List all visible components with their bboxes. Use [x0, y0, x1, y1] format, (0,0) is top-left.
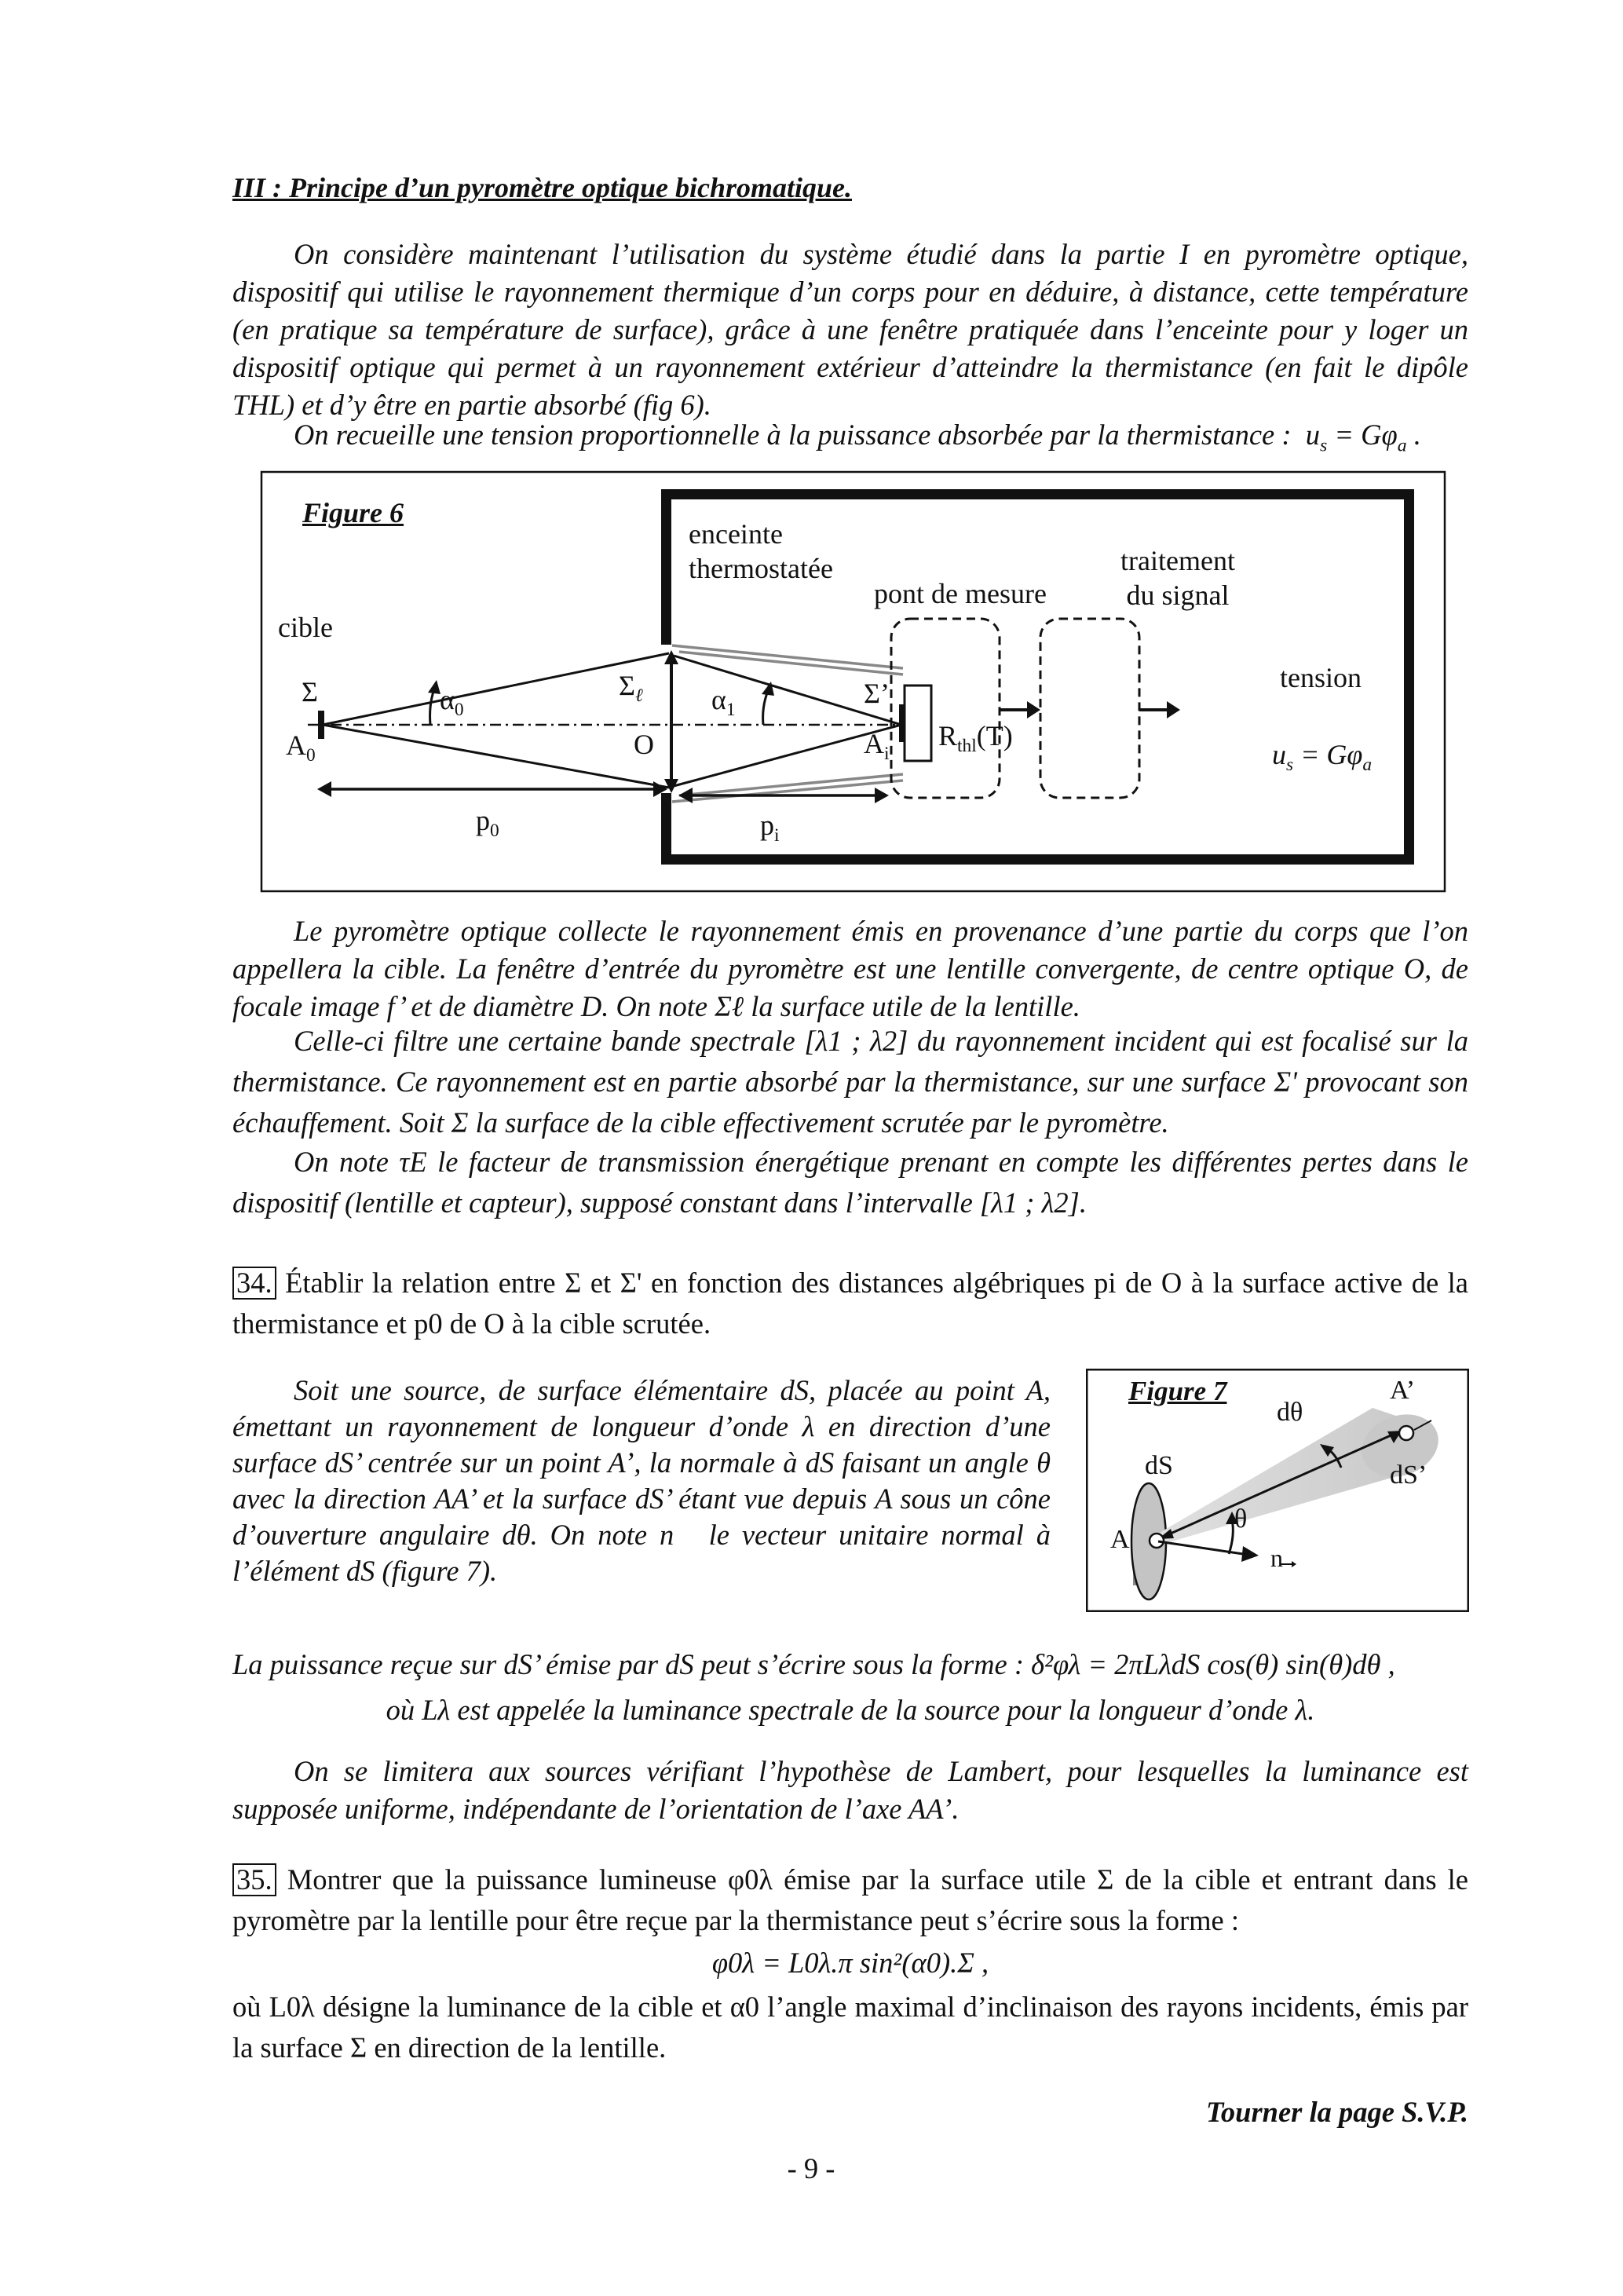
ds-label: dS — [1145, 1451, 1173, 1480]
p0-label — [476, 804, 499, 842]
intro-paragraph: On considère maintenant l’utilisation du système étudié dans la partie I en pyromètre optique, dispositif qui utilise le rayonnement thermique d’un corps pour en déduire, à distance, cette température (en pratique sa température de surface), grâce à une fenêtre pratiquée dans l’enceinte pour y loger un dispositif optique qui permet à un rayonnement extérieur d’atteindre la thermistance (en fait le dipôle THL) et d’y être en partie absorbé (fig 6). — [232, 238, 1468, 421]
pi-label — [760, 809, 780, 846]
pont-de-mesure-label: pont de mesure — [874, 578, 1047, 609]
tension-label: tension — [1280, 662, 1362, 693]
n-label: n — [1270, 1544, 1283, 1572]
p0-text: p — [476, 805, 490, 836]
a0-label — [286, 729, 316, 766]
enceinte-label — [689, 517, 833, 586]
lens-paragraph: Le pyromètre optique collecte le rayonnement émis en provenance d’une partie du corps que l’on appellera la cible. La fenêtre d’entrée du pyromètre est une lentille convergente, de centre optique O, de focale image f’ et de diamètre D. On note Σℓ la surface utile de la lentille. — [232, 915, 1468, 1022]
cible-label: cible — [278, 612, 333, 643]
question-35-after: où L0λ désigne la luminance de la cible et α0 l’angle maximal d’inclinaison des rayons incidents, émis par la surface Σ en direction de la lentille. — [232, 1991, 1468, 2064]
pont-de-mesure-block — [891, 619, 1000, 798]
pi-text: p — [760, 810, 774, 841]
source-paragraph: Soit une source, de surface élémentaire dS, placée au point A, émettant un rayonnement de longueur d’onde λ en direction d’une surface dS’ centrée sur un point A’, la normale à dS faisant un angle θ avec la direction AA’ et la surface dS’ étant vue depuis A sous un cône d’ouverture angulaire dθ. On note n⃗ le vecteur unitaire normal à l’élément dS (figure 7). — [232, 1374, 1051, 1587]
sigma-prime-label: Σ’ — [864, 678, 890, 709]
luminance-line: où Lλ est appelée la luminance spectrale de la source pour la longueur d’onde λ. — [386, 1694, 1315, 1726]
theta-label: θ — [1234, 1504, 1248, 1534]
tension-formula: $u_s = G\varphi_a$ . — [1305, 419, 1421, 456]
alpha1-label — [711, 683, 736, 721]
question-35-text: Montrer que la puissance lumineuse φ0λ émise par la surface utile Σ de la cible et entrant dans le pyromètre par la lentille pour être reçue par la thermistance peut s’écrire sous la forme : — [232, 1863, 1468, 1936]
intro-tension-text: On recueille une tension proportionnelle à la puissance absorbée par la thermistance : — [294, 419, 1292, 451]
sigma-l-sub: ℓ — [634, 686, 643, 707]
a0-text: A — [286, 729, 306, 761]
section-heading: III : Principe d’un pyromètre optique bichromatique. — [232, 172, 853, 203]
us-formula-label — [1272, 738, 1373, 776]
us-eq: = Gφ — [1293, 739, 1363, 770]
dtheta-label: dθ — [1277, 1398, 1303, 1427]
figure-6-title: Figure 6 — [302, 497, 404, 528]
alpha0-sub: 0 — [454, 700, 464, 721]
question-35 — [232, 1859, 1468, 1941]
alpha0-text: α — [440, 684, 455, 715]
sigma-label: Σ — [302, 676, 318, 707]
page-number: - 9 - — [787, 2152, 835, 2184]
figure-7-title: Figure 7 — [1128, 1376, 1227, 1406]
sigma-l-label — [619, 669, 643, 707]
filter-paragraph: Celle-ci filtre une certaine bande spectrale [λ1 ; λ2] du rayonnement incident qui est focalisé sur la thermistance. Ce rayonnement est en partie absorbé par la thermistance, sur une surface Σ' provocant son échauffement. Soit Σ la surface de la cible effectivement scrutée par le pyromètre. — [232, 1025, 1468, 1139]
alpha1-sub: 1 — [726, 700, 736, 721]
question-34-text: Établir la relation entre Σ et Σ' en fonction des distances algébriques pi de O à la surface active de la thermistance et p0 de O à la cible scrutée. — [232, 1267, 1468, 1340]
traitement-block — [1040, 619, 1139, 798]
traitement-label — [1099, 543, 1256, 612]
rth-suffix: (T) — [976, 720, 1013, 751]
rth-text: R — [938, 720, 958, 751]
power-line — [232, 1646, 1489, 1684]
turn-page-note: Tourner la page S.V.P. — [1205, 2096, 1468, 2128]
alpha1-text: α — [711, 684, 726, 715]
pi-sub: i — [774, 825, 780, 846]
us-sub: s — [1286, 755, 1294, 776]
figure-6-frame — [261, 472, 1445, 891]
a-prime-label: A’ — [1390, 1376, 1416, 1405]
question-34 — [232, 1263, 1468, 1344]
ai-text: A — [864, 728, 884, 759]
thermistor-box — [905, 686, 931, 761]
rth-sub: thl — [957, 736, 977, 757]
question-35-number: 35. — [232, 1863, 276, 1896]
enceinte-line2: thermostatée — [689, 553, 833, 584]
alpha0-label — [440, 683, 464, 721]
transmission-paragraph: On note τE le facteur de transmission énergétique prenant en compte les différentes pertes dans le dispositif (lentille et capteur), supposé constant dans l’intervalle [λ1 ; λ2]. — [232, 1146, 1468, 1219]
figure-6-diagram — [0, 0, 1623, 911]
ds-prime-label: dS’ — [1390, 1461, 1427, 1490]
traitement-line1: traitement — [1120, 545, 1235, 576]
power-text: La puissance reçue sur dS’ émise par dS peut s’écrire sous la forme : — [232, 1648, 1025, 1680]
enceinte-line1: enceinte — [689, 518, 783, 550]
a0-sub: 0 — [306, 745, 316, 766]
question-35-formula: φ0λ = L0λ.π sin²(α0).Σ , — [711, 1947, 989, 1979]
lambert-paragraph: On se limitera aux sources vérifiant l’hypothèse de Lambert, pour lesquelles la luminance est supposée uniforme, indépendante de l’orientation de l’axe AA’. — [232, 1755, 1468, 1825]
sigma-l-text: Σ — [619, 670, 635, 701]
ai-label — [864, 727, 890, 765]
a-label: A — [1110, 1525, 1130, 1554]
ai-sub: i — [884, 744, 890, 765]
power-formula: δ²φλ = 2πLλdS cos(θ) sin(θ)dθ , — [1031, 1648, 1395, 1680]
question-34-number: 34. — [232, 1267, 276, 1300]
o-label: O — [634, 729, 654, 760]
us-eq-sub: a — [1362, 755, 1373, 776]
p0-sub: 0 — [490, 821, 499, 842]
traitement-line2: du signal — [1126, 579, 1230, 611]
us-text: u — [1272, 739, 1286, 770]
rth-label — [938, 719, 1013, 757]
